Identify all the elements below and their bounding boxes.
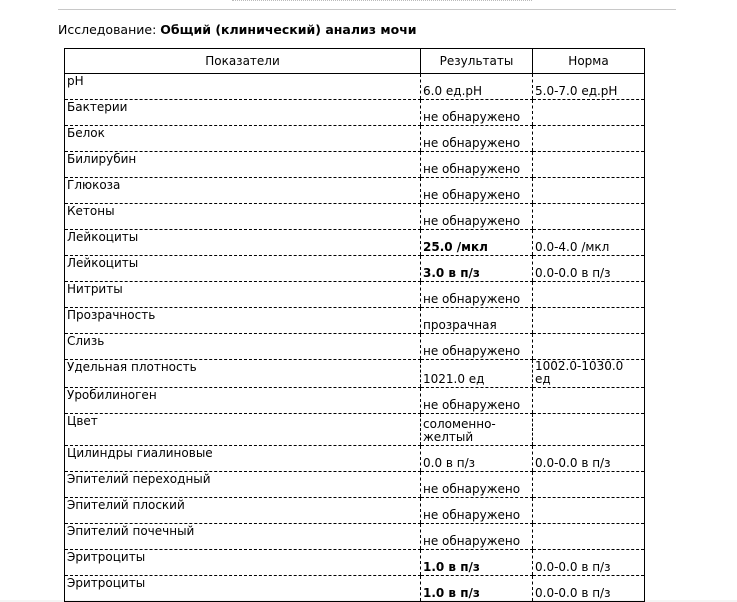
result-cell: не обнаружено [421, 472, 533, 498]
result-cell: не обнаружено [421, 282, 533, 308]
table-row [65, 334, 645, 360]
indicator-cell: Удельная плотность [65, 360, 421, 388]
table-body [65, 74, 645, 602]
result-cell: 6.0 ед.pH [421, 74, 533, 100]
table-row [65, 446, 645, 472]
result-cell: прозрачная [421, 308, 533, 334]
result-cell: не обнаружено [421, 152, 533, 178]
norm-cell [533, 334, 645, 360]
table-row [65, 550, 645, 576]
norm-cell: 1002.0-1030.0 ед [533, 360, 645, 388]
table-row [65, 498, 645, 524]
indicator-cell: Эритроциты [67, 576, 146, 590]
table-row [65, 524, 645, 550]
indicator-cell: Глюкоза [65, 178, 421, 204]
norm-cell [533, 100, 645, 126]
norm-cell: 0.0-0.0 в п/з [533, 576, 645, 602]
table-row [65, 126, 645, 152]
indicator-cell: Билирубин [65, 152, 421, 178]
study-label: Исследование: [58, 22, 157, 37]
norm-cell: 0.0-0.0 в п/з [533, 256, 645, 282]
table-row [65, 388, 645, 414]
indicator-cell: Эритроциты [65, 550, 421, 576]
table-row [65, 230, 645, 256]
top-divider [58, 9, 676, 10]
result-cell: 3.0 в п/з [421, 256, 533, 282]
table-row [65, 308, 645, 334]
indicator-cell: Прозрачность [65, 308, 421, 334]
indicator-cell: Цилиндры гиалиновые [65, 446, 421, 472]
indicator-cell: Эпителий переходный [65, 472, 421, 498]
norm-cell: 0.0-0.0 в п/з [533, 550, 645, 576]
indicator-cell: Лейкоциты [65, 230, 421, 256]
result-cell: не обнаружено [421, 126, 533, 152]
header-indicator: Показатели [65, 49, 421, 74]
result-cell: 0.0 в п/з [421, 446, 533, 472]
norm-cell: 5.0-7.0 ед.pH [533, 74, 645, 100]
table-row [65, 178, 645, 204]
norm-cell [533, 388, 645, 414]
study-title-line [58, 22, 417, 38]
norm-cell [533, 178, 645, 204]
indicator-cell: pH [65, 74, 421, 100]
result-cell: соломенно-желтый [421, 414, 533, 446]
norm-cell [533, 282, 645, 308]
norm-cell [533, 498, 645, 524]
table-row [65, 360, 645, 388]
study-name: Общий (клинический) анализ мочи [160, 22, 417, 37]
result-cell: 1.0 в п/з [421, 550, 533, 576]
table-row [65, 152, 645, 178]
page-top-edge [232, 0, 532, 4]
table-row [65, 472, 645, 498]
indicator-cell: Белок [65, 126, 421, 152]
table-row [65, 414, 645, 446]
norm-cell [533, 152, 645, 178]
table-row [65, 256, 645, 282]
indicator-cell: Слизь [65, 334, 421, 360]
result-cell: не обнаружено [421, 204, 533, 230]
table-row [65, 576, 645, 602]
result-cell: не обнаружено [421, 178, 533, 204]
result-cell: 1021.0 ед [421, 360, 533, 388]
indicator-cell: Эпителий почечный [65, 524, 421, 550]
table-row [65, 74, 645, 100]
indicator-cell: Эпителий плоский [65, 498, 421, 524]
table-row [65, 282, 645, 308]
header-result: Результаты [421, 49, 533, 74]
indicator-cell: Кетоны [65, 204, 421, 230]
norm-cell [533, 414, 645, 446]
norm-cell [533, 524, 645, 550]
norm-cell [533, 204, 645, 230]
result-cell: не обнаружено [421, 334, 533, 360]
table-row [65, 100, 645, 126]
result-cell: 1.0 в п/з [421, 576, 533, 602]
result-cell: не обнаружено [421, 100, 533, 126]
norm-cell [533, 472, 645, 498]
table-header-row [65, 49, 645, 74]
indicator-cell: Лейкоциты [65, 256, 421, 282]
indicator-cell: Уробилиноген [65, 388, 421, 414]
norm-cell: 0.0-0.0 в п/з [533, 446, 645, 472]
indicator-cell: Нитриты [65, 282, 421, 308]
result-cell: не обнаружено [421, 498, 533, 524]
norm-cell [533, 126, 645, 152]
indicator-cell: Бактерии [65, 100, 421, 126]
norm-cell [533, 308, 645, 334]
results-table [64, 48, 645, 602]
indicator-cell: Цвет [65, 414, 421, 446]
result-cell: не обнаружено [421, 388, 533, 414]
result-cell: не обнаружено [421, 524, 533, 550]
header-norm: Норма [533, 49, 645, 74]
norm-cell: 0.0-4.0 /мкл [533, 230, 645, 256]
result-cell: 25.0 /мкл [421, 230, 533, 256]
table-row [65, 204, 645, 230]
